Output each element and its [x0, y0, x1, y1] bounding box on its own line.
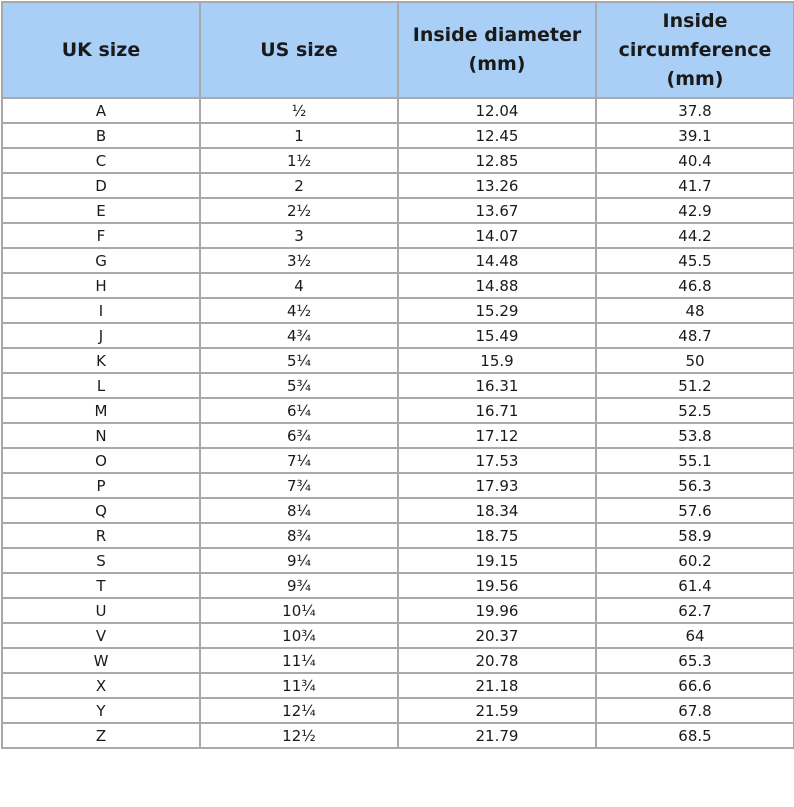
cell-uk-size: S [2, 548, 200, 573]
cell-us-size: 4½ [200, 298, 398, 323]
cell-uk-size: X [2, 673, 200, 698]
table-row [2, 423, 794, 448]
cell-inside-circumference: 61.4 [596, 573, 794, 598]
cell-inside-diameter: 12.45 [398, 123, 596, 148]
cell-inside-circumference: 60.2 [596, 548, 794, 573]
cell-us-size: ½ [200, 98, 398, 123]
cell-inside-circumference: 46.8 [596, 273, 794, 298]
cell-inside-diameter: 19.15 [398, 548, 596, 573]
cell-us-size: 8¾ [200, 523, 398, 548]
cell-inside-diameter: 15.29 [398, 298, 596, 323]
cell-inside-circumference: 68.5 [596, 723, 794, 748]
cell-us-size: 11¾ [200, 673, 398, 698]
cell-uk-size: L [2, 373, 200, 398]
table-body [2, 98, 794, 748]
table-row [2, 248, 794, 273]
table-row [2, 498, 794, 523]
cell-uk-size: N [2, 423, 200, 448]
cell-us-size: 4¾ [200, 323, 398, 348]
table-row [2, 323, 794, 348]
table-row [2, 548, 794, 573]
cell-inside-diameter: 21.59 [398, 698, 596, 723]
cell-uk-size: E [2, 198, 200, 223]
cell-us-size: 10¾ [200, 623, 398, 648]
table-row [2, 573, 794, 598]
cell-us-size: 4 [200, 273, 398, 298]
cell-us-size: 12¼ [200, 698, 398, 723]
cell-uk-size: V [2, 623, 200, 648]
cell-uk-size: Y [2, 698, 200, 723]
cell-us-size: 10¼ [200, 598, 398, 623]
cell-uk-size: I [2, 298, 200, 323]
table-row [2, 698, 794, 723]
cell-inside-diameter: 18.34 [398, 498, 596, 523]
cell-inside-circumference: 67.8 [596, 698, 794, 723]
cell-us-size: 6¼ [200, 398, 398, 423]
cell-inside-diameter: 21.18 [398, 673, 596, 698]
cell-us-size: 8¼ [200, 498, 398, 523]
cell-inside-diameter: 19.96 [398, 598, 596, 623]
table-row [2, 598, 794, 623]
cell-inside-diameter: 16.31 [398, 373, 596, 398]
cell-us-size: 5¼ [200, 348, 398, 373]
cell-inside-circumference: 55.1 [596, 448, 794, 473]
table-row [2, 448, 794, 473]
table-row [2, 198, 794, 223]
cell-inside-diameter: 16.71 [398, 398, 596, 423]
table-row [2, 673, 794, 698]
cell-us-size: 12½ [200, 723, 398, 748]
cell-inside-circumference: 48.7 [596, 323, 794, 348]
cell-inside-circumference: 44.2 [596, 223, 794, 248]
cell-us-size: 3½ [200, 248, 398, 273]
cell-us-size: 5¾ [200, 373, 398, 398]
cell-inside-circumference: 64 [596, 623, 794, 648]
header-row [2, 2, 794, 98]
cell-uk-size: P [2, 473, 200, 498]
table-row [2, 623, 794, 648]
cell-us-size: 7¼ [200, 448, 398, 473]
cell-inside-circumference: 56.3 [596, 473, 794, 498]
table-row [2, 173, 794, 198]
header-uk-size: UK size [2, 2, 200, 98]
cell-inside-diameter: 14.07 [398, 223, 596, 248]
cell-us-size: 6¾ [200, 423, 398, 448]
cell-inside-circumference: 58.9 [596, 523, 794, 548]
cell-uk-size: C [2, 148, 200, 173]
cell-uk-size: G [2, 248, 200, 273]
cell-us-size: 2 [200, 173, 398, 198]
cell-inside-circumference: 45.5 [596, 248, 794, 273]
table-row [2, 723, 794, 748]
header-inside-circumference: Inside circumference (mm) [596, 2, 794, 98]
cell-inside-circumference: 53.8 [596, 423, 794, 448]
cell-uk-size: D [2, 173, 200, 198]
cell-uk-size: F [2, 223, 200, 248]
table-row [2, 648, 794, 673]
table-row [2, 473, 794, 498]
cell-us-size: 3 [200, 223, 398, 248]
cell-inside-diameter: 13.26 [398, 173, 596, 198]
cell-inside-diameter: 14.48 [398, 248, 596, 273]
cell-inside-diameter: 12.85 [398, 148, 596, 173]
cell-inside-diameter: 17.93 [398, 473, 596, 498]
cell-inside-circumference: 48 [596, 298, 794, 323]
cell-inside-diameter: 15.49 [398, 323, 596, 348]
cell-inside-diameter: 19.56 [398, 573, 596, 598]
table-row [2, 123, 794, 148]
cell-us-size: 1½ [200, 148, 398, 173]
cell-uk-size: H [2, 273, 200, 298]
cell-inside-circumference: 40.4 [596, 148, 794, 173]
cell-inside-circumference: 41.7 [596, 173, 794, 198]
cell-inside-diameter: 20.37 [398, 623, 596, 648]
cell-us-size: 11¼ [200, 648, 398, 673]
cell-inside-diameter: 21.79 [398, 723, 596, 748]
cell-uk-size: B [2, 123, 200, 148]
table-row [2, 98, 794, 123]
table-row [2, 348, 794, 373]
table-row [2, 298, 794, 323]
table-header [2, 2, 794, 98]
cell-uk-size: U [2, 598, 200, 623]
cell-us-size: 9¼ [200, 548, 398, 573]
header-inside-diameter: Inside diameter (mm) [398, 2, 596, 98]
cell-inside-diameter: 12.04 [398, 98, 596, 123]
cell-inside-diameter: 14.88 [398, 273, 596, 298]
cell-inside-diameter: 13.67 [398, 198, 596, 223]
cell-inside-diameter: 18.75 [398, 523, 596, 548]
cell-inside-circumference: 51.2 [596, 373, 794, 398]
cell-inside-diameter: 15.9 [398, 348, 596, 373]
cell-inside-circumference: 39.1 [596, 123, 794, 148]
cell-us-size: 1 [200, 123, 398, 148]
cell-uk-size: W [2, 648, 200, 673]
table-row [2, 148, 794, 173]
cell-uk-size: A [2, 98, 200, 123]
cell-inside-diameter: 17.12 [398, 423, 596, 448]
cell-inside-circumference: 57.6 [596, 498, 794, 523]
cell-inside-circumference: 66.6 [596, 673, 794, 698]
table-row [2, 523, 794, 548]
cell-inside-circumference: 62.7 [596, 598, 794, 623]
cell-us-size: 2½ [200, 198, 398, 223]
cell-uk-size: T [2, 573, 200, 598]
cell-uk-size: O [2, 448, 200, 473]
cell-uk-size: M [2, 398, 200, 423]
cell-inside-circumference: 65.3 [596, 648, 794, 673]
ring-size-table [1, 1, 794, 749]
cell-uk-size: Q [2, 498, 200, 523]
cell-inside-circumference: 37.8 [596, 98, 794, 123]
cell-us-size: 9¾ [200, 573, 398, 598]
cell-uk-size: J [2, 323, 200, 348]
table-row [2, 273, 794, 298]
cell-inside-diameter: 17.53 [398, 448, 596, 473]
header-us-size: US size [200, 2, 398, 98]
cell-inside-circumference: 52.5 [596, 398, 794, 423]
cell-inside-circumference: 50 [596, 348, 794, 373]
cell-uk-size: R [2, 523, 200, 548]
table-row [2, 223, 794, 248]
cell-inside-circumference: 42.9 [596, 198, 794, 223]
table-row [2, 398, 794, 423]
table-row [2, 373, 794, 398]
cell-uk-size: Z [2, 723, 200, 748]
cell-us-size: 7¾ [200, 473, 398, 498]
cell-inside-diameter: 20.78 [398, 648, 596, 673]
cell-uk-size: K [2, 348, 200, 373]
